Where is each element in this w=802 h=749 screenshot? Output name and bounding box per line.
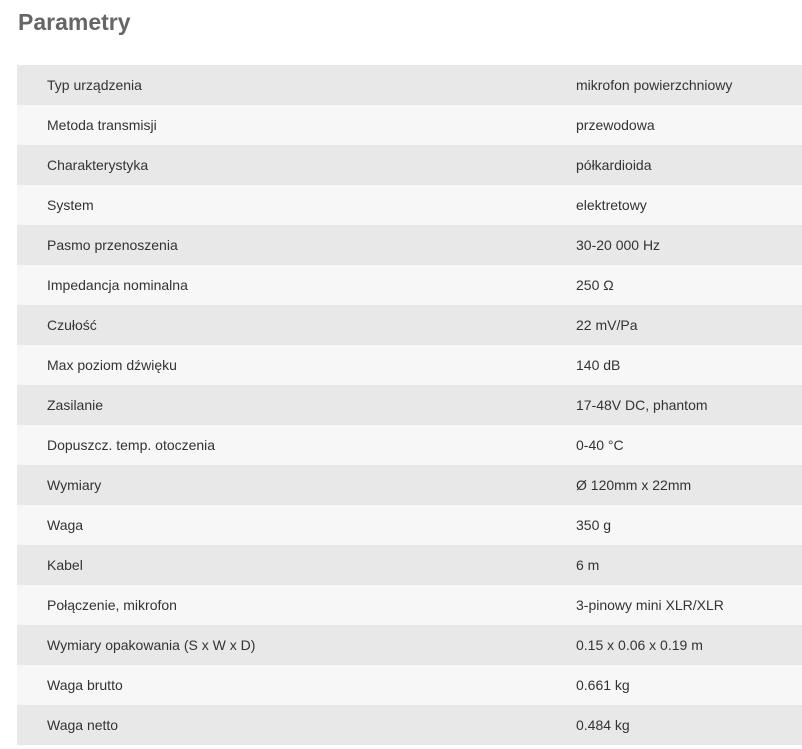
spec-value: 6 m	[576, 557, 600, 573]
page-title: Parametry	[18, 9, 131, 35]
spec-row	[17, 665, 802, 705]
spec-label: Typ urządzenia	[47, 77, 142, 93]
spec-value: 250 Ω	[576, 277, 614, 293]
spec-label: Wymiary opakowania (S x W x D)	[47, 637, 256, 653]
spec-row	[17, 265, 802, 305]
spec-value: 0-40 °C	[576, 437, 624, 453]
spec-value: 0.15 x 0.06 x 0.19 m	[576, 637, 703, 653]
spec-label: Pasmo przenoszenia	[47, 237, 178, 253]
spec-row	[17, 465, 802, 505]
spec-label: Waga brutto	[47, 677, 123, 693]
spec-row	[17, 625, 802, 665]
spec-row	[17, 545, 802, 585]
spec-value: 0.484 kg	[576, 717, 630, 733]
spec-row	[17, 225, 802, 265]
spec-value: 22 mV/Pa	[576, 317, 638, 333]
spec-row	[17, 65, 802, 105]
spec-value: elektretowy	[576, 197, 647, 213]
spec-row	[17, 505, 802, 545]
spec-value: mikrofon powierzchniowy	[576, 77, 733, 93]
spec-table	[17, 65, 802, 745]
spec-value: przewodowa	[576, 117, 655, 133]
spec-row	[17, 385, 802, 425]
spec-value: 350 g	[576, 517, 612, 533]
spec-value: 140 dB	[576, 357, 621, 373]
spec-value: 30-20 000 Hz	[576, 237, 661, 253]
spec-label: Charakterystyka	[47, 157, 149, 173]
spec-value: 17-48V DC, phantom	[576, 397, 708, 413]
spec-label: Dopuszcz. temp. otoczenia	[47, 437, 216, 453]
spec-row	[17, 185, 802, 225]
spec-label: Waga netto	[47, 717, 119, 733]
spec-label: Waga	[47, 517, 84, 533]
spec-row	[17, 305, 802, 345]
spec-value: 3-pinowy mini XLR/XLR	[576, 597, 724, 613]
spec-label: Zasilanie	[47, 397, 104, 413]
spec-row	[17, 105, 802, 145]
spec-row	[17, 705, 802, 745]
spec-label: System	[47, 197, 94, 213]
spec-label: Czułość	[47, 317, 97, 333]
spec-value: 0.661 kg	[576, 677, 630, 693]
spec-label: Kabel	[47, 557, 83, 573]
spec-label: Impedancja nominalna	[47, 277, 188, 293]
spec-row	[17, 345, 802, 385]
spec-value: półkardioida	[576, 157, 652, 173]
spec-label: Wymiary	[47, 477, 102, 493]
spec-label: Max poziom dźwięku	[47, 357, 177, 373]
spec-row	[17, 145, 802, 185]
spec-label: Połączenie, mikrofon	[47, 597, 177, 613]
spec-row	[17, 585, 802, 625]
spec-label: Metoda transmisji	[47, 117, 157, 133]
spec-row	[17, 425, 802, 465]
spec-value: Ø 120mm x 22mm	[576, 477, 692, 493]
